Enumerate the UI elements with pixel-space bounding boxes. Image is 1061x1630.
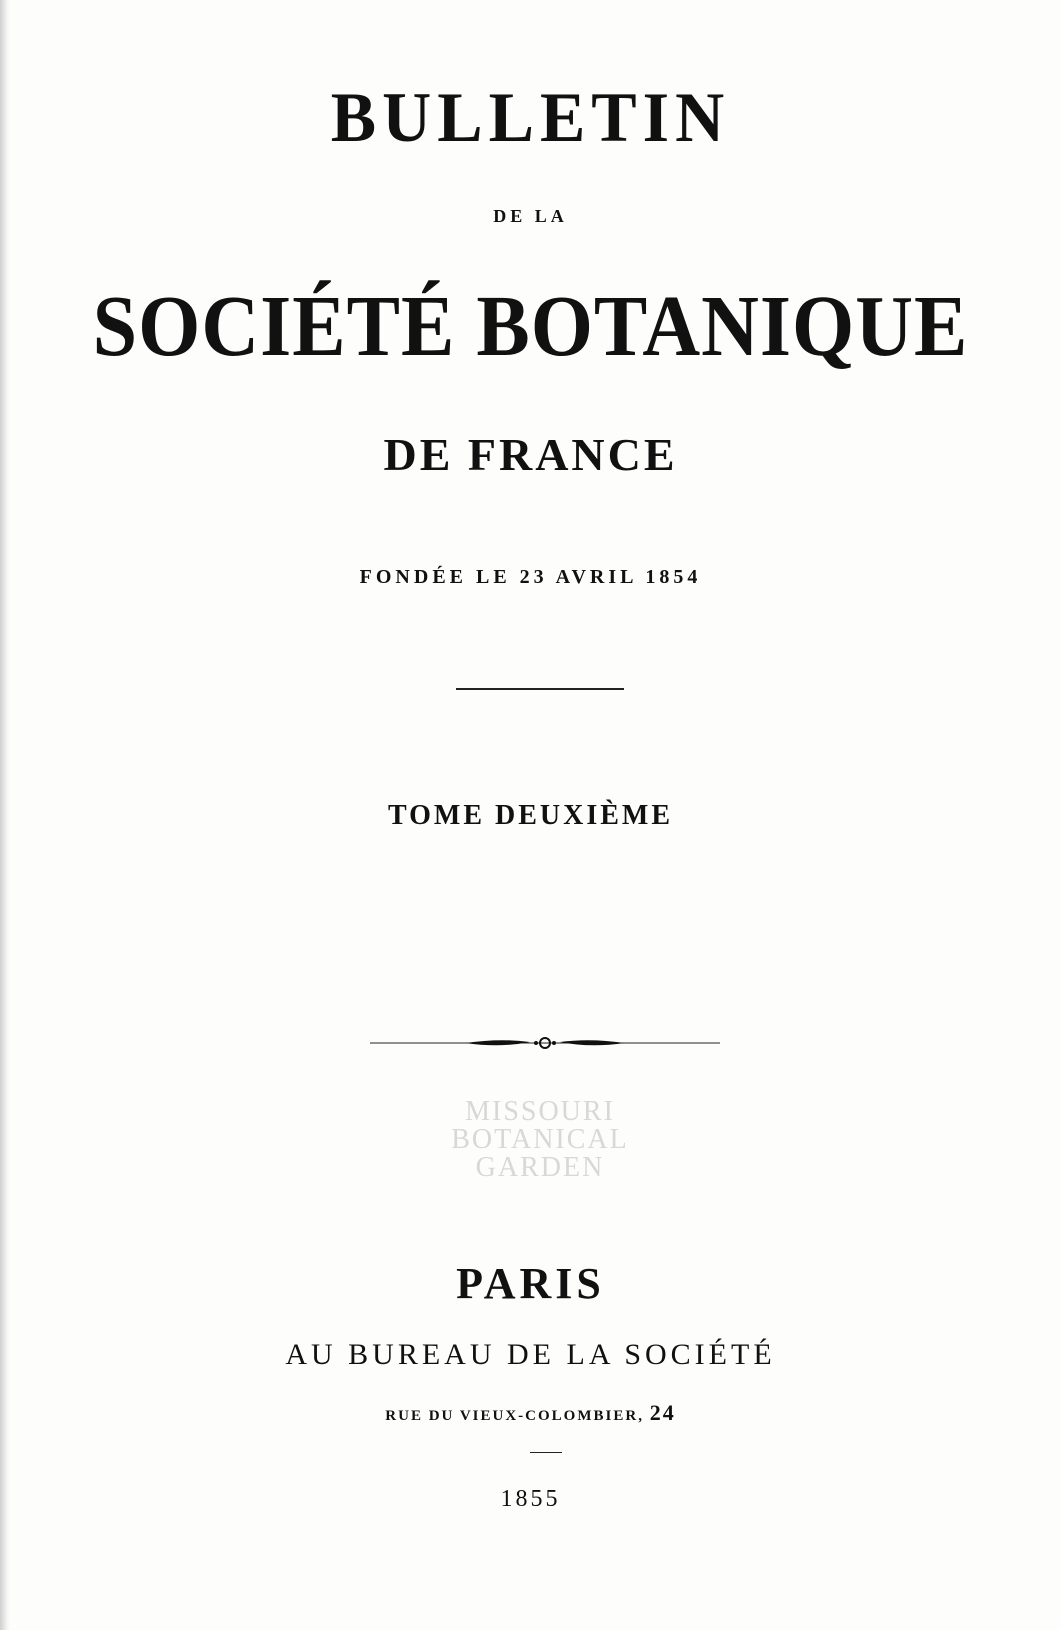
divider-rule	[456, 688, 624, 690]
address-number: 24	[649, 1400, 676, 1425]
short-divider	[530, 1452, 562, 1453]
bulletin-title: BULLETIN	[330, 77, 731, 157]
society-country: DE FRANCE	[383, 429, 678, 480]
publisher: AU BUREAU DE LA SOCIÉTÉ	[285, 1338, 776, 1371]
publisher-address	[0, 1400, 1061, 1426]
ornamental-divider-icon	[370, 1032, 720, 1054]
library-stamp	[420, 1098, 660, 1182]
stamp-line: GARDEN	[475, 1152, 605, 1183]
publication-year: 1855	[500, 1486, 561, 1512]
volume-label: TOME DEUXIÈME	[387, 800, 674, 831]
stamp-line: BOTANICAL	[451, 1124, 629, 1155]
society-name: SOCIÉTÉ BOTANIQUE	[92, 279, 969, 375]
founding-date: FONDÉE LE 23 AVRIL 1854	[359, 566, 702, 588]
address-street: RUE DU VIEUX-COLOMBIER,	[385, 1408, 644, 1424]
title-connector: DE LA	[493, 206, 568, 226]
publication-city: PARIS	[456, 1259, 605, 1308]
stamp-line: MISSOURI	[465, 1096, 615, 1127]
